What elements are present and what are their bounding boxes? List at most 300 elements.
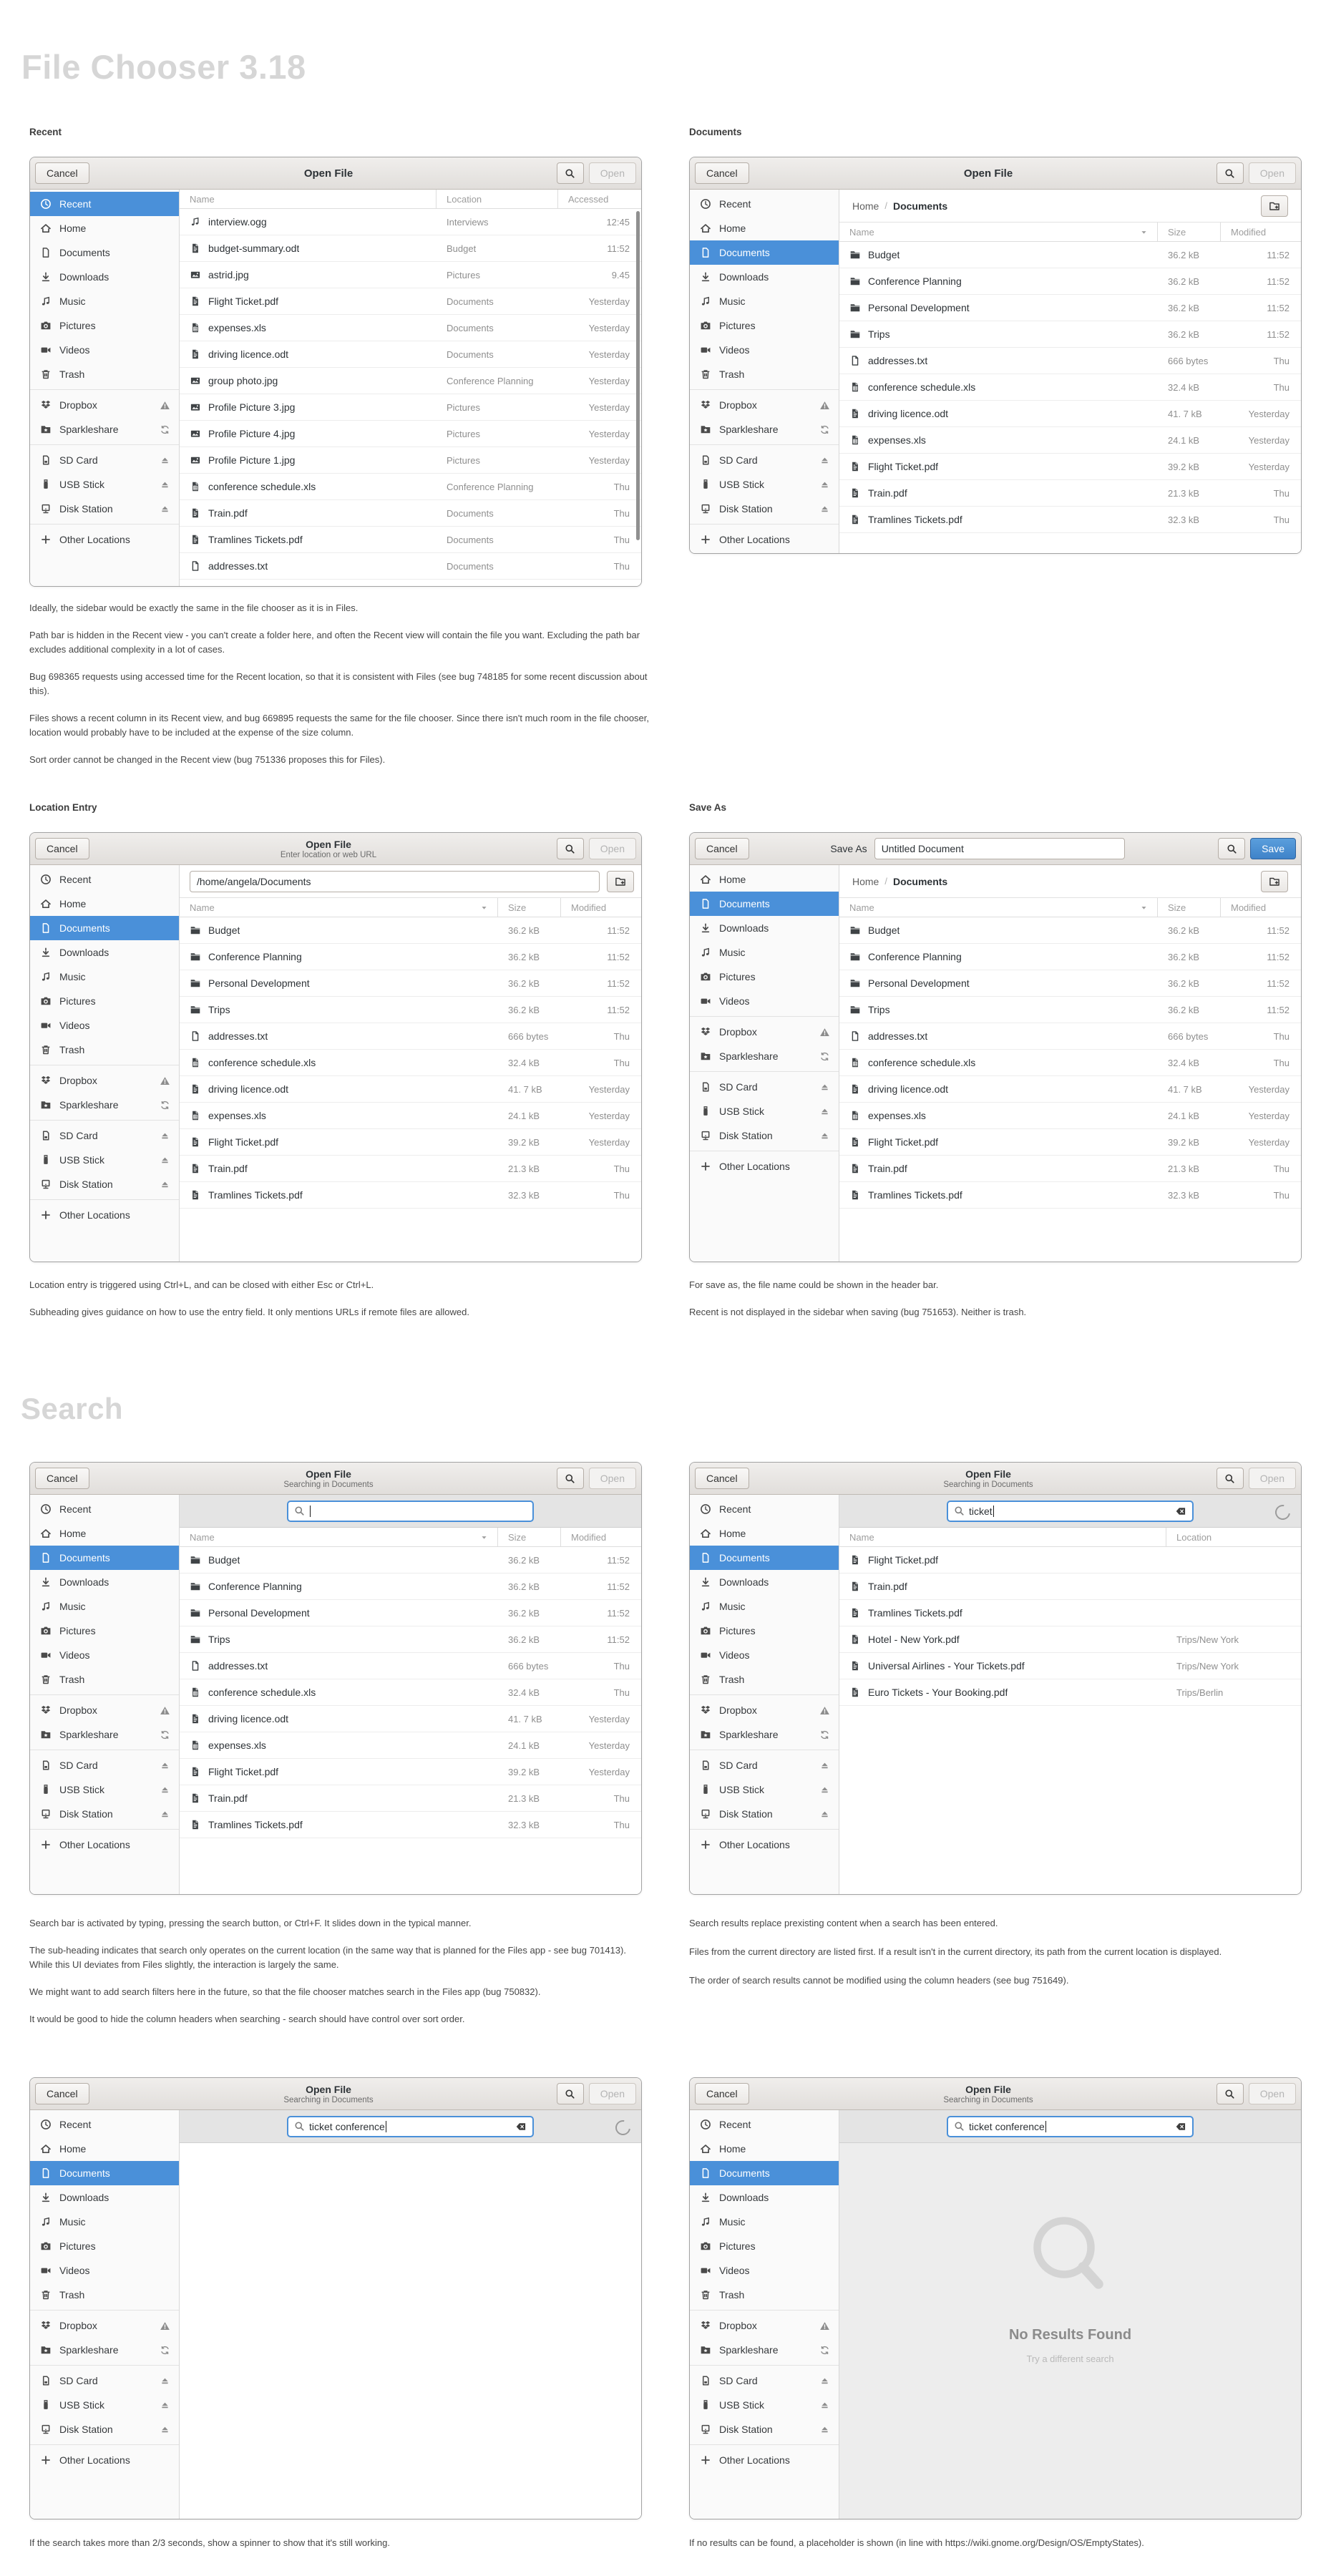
sidebar-item-disk-station[interactable] — [30, 1172, 179, 1196]
file-name: Trips — [868, 1004, 890, 1015]
file-row[interactable] — [839, 295, 1301, 321]
open-button[interactable]: Open — [589, 838, 636, 859]
file-row[interactable] — [180, 1103, 641, 1129]
sidebar-item-music[interactable] — [690, 1594, 839, 1619]
file-row[interactable] — [180, 1023, 641, 1050]
sidebar-item-pictures[interactable] — [30, 989, 179, 1013]
path-segment-home[interactable]: Home — [852, 875, 879, 887]
sidebar-item-recent[interactable] — [30, 1497, 179, 1521]
sidebar-item-pictures[interactable] — [30, 313, 179, 338]
sidebar-item-sd-card[interactable] — [30, 1123, 179, 1148]
usb-icon — [40, 479, 52, 490]
sidebar-separator — [30, 1829, 179, 1830]
trash-icon — [700, 369, 711, 380]
search-input[interactable] — [287, 2116, 534, 2137]
save-button[interactable]: Save — [1250, 838, 1296, 859]
column-header-name[interactable] — [180, 898, 498, 917]
file-modified: 11:52 — [1267, 924, 1289, 936]
header-title-block — [783, 157, 1194, 189]
file-row[interactable] — [839, 268, 1301, 295]
file-name: driving licence.odt — [208, 348, 289, 360]
file-row[interactable] — [180, 447, 641, 474]
file-row[interactable] — [180, 1547, 641, 1574]
sidebar-item-usb-stick[interactable] — [30, 2393, 179, 2417]
sidebar-item-label: USB Stick — [719, 479, 765, 490]
open-button[interactable]: Open — [589, 1468, 636, 1489]
search-toggle-button[interactable] — [557, 2083, 584, 2104]
sidebar-item-usb-stick[interactable] — [30, 1148, 179, 1172]
sidebar-item-disk-station[interactable] — [30, 497, 179, 521]
file-row[interactable] — [839, 1023, 1301, 1050]
dialog-location-entry — [29, 832, 642, 1262]
file-text-icon — [849, 1163, 861, 1174]
sidebar-item-documents[interactable] — [690, 1546, 839, 1570]
sidebar-item-videos[interactable] — [690, 2258, 839, 2283]
dialog-subtitle: Searching in Documents — [283, 2095, 374, 2104]
search-input[interactable] — [287, 1501, 534, 1522]
sidebar-item-disk-station[interactable] — [690, 1802, 839, 1826]
sidebar-item-dropbox[interactable] — [690, 1698, 839, 1722]
sidebar-item-other-locations[interactable] — [690, 1154, 839, 1179]
sidebar-item-trash[interactable] — [690, 362, 839, 386]
column-header-name[interactable] — [180, 1528, 498, 1546]
cancel-button[interactable]: Cancel — [695, 1468, 749, 1489]
sidebar-item-pictures[interactable] — [690, 313, 839, 338]
file-location: Pictures — [447, 269, 480, 280]
section-label-save-as: Save As — [689, 802, 727, 813]
search-input[interactable] — [947, 2116, 1194, 2137]
sidebar-item-sd-card[interactable] — [30, 1753, 179, 1777]
sidebar-item-downloads[interactable] — [30, 2185, 179, 2210]
video-icon — [40, 1020, 52, 1031]
sidebar-item-sd-card[interactable] — [690, 1075, 839, 1099]
new-folder-button[interactable] — [1261, 195, 1288, 217]
sidebar-item-downloads[interactable] — [690, 916, 839, 940]
file-pane — [180, 1495, 641, 1894]
file-size: 41. 7 kB — [508, 1713, 542, 1724]
column-header-modified[interactable] — [561, 898, 641, 917]
plus-icon — [700, 1161, 711, 1172]
sidebar-item-label: Documents — [719, 898, 770, 909]
file-row[interactable] — [839, 1156, 1301, 1182]
sidebar-item-sd-card[interactable] — [690, 2368, 839, 2393]
sidebar-item-trash[interactable] — [690, 1667, 839, 1692]
open-button[interactable]: Open — [589, 162, 636, 184]
sidebar-item-recent[interactable] — [690, 192, 839, 216]
sidebar-item-home[interactable] — [30, 892, 179, 916]
sidebar-item-disk-station[interactable] — [690, 497, 839, 521]
file-row[interactable] — [180, 1182, 641, 1209]
sidebar-item-documents[interactable] — [30, 916, 179, 940]
eject-icon — [160, 1785, 170, 1795]
sidebar-item-documents[interactable] — [30, 240, 179, 265]
sidebar-item-home[interactable] — [690, 2137, 839, 2161]
file-modified: Thu — [1273, 1189, 1289, 1201]
file-row[interactable] — [180, 944, 641, 970]
file-row[interactable] — [839, 348, 1301, 374]
file-row[interactable] — [839, 944, 1301, 970]
file-row[interactable] — [180, 1129, 641, 1156]
sidebar-item-sd-card[interactable] — [30, 448, 179, 472]
file-row[interactable] — [839, 1076, 1301, 1103]
sidebar-item-home[interactable] — [690, 1521, 839, 1546]
folder-star-icon — [40, 424, 52, 435]
sidebar-separator — [30, 1199, 179, 1200]
column-header-accessed[interactable] — [558, 190, 641, 208]
sidebar-item-sparkleshare[interactable] — [30, 2338, 179, 2362]
section-label-documents: Documents — [689, 127, 742, 137]
sidebar-item-videos[interactable] — [30, 1643, 179, 1667]
sidebar-item-videos[interactable] — [30, 1013, 179, 1038]
sidebar-item-downloads[interactable] — [30, 1570, 179, 1594]
file-modified: Yesterday — [588, 1713, 630, 1724]
sidebar-item-trash[interactable] — [30, 1038, 179, 1062]
sidebar-item-disk-station[interactable] — [30, 2417, 179, 2441]
sidebar-item-music[interactable] — [690, 2210, 839, 2234]
filename-input[interactable]: Untitled Document — [874, 838, 1125, 859]
sidebar-item-recent[interactable] — [30, 867, 179, 892]
file-row[interactable] — [180, 970, 641, 997]
search-toggle-button[interactable] — [557, 838, 584, 859]
open-button[interactable]: Open — [589, 2083, 636, 2104]
sidebar-item-music[interactable] — [690, 940, 839, 965]
sidebar-item-disk-station[interactable] — [690, 1123, 839, 1148]
sidebar-item-usb-stick[interactable] — [690, 1777, 839, 1802]
sidebar-item-dropbox[interactable] — [30, 2313, 179, 2338]
caption-line: The sub-heading indicates that search only operates on the current location (in the same way that is planned for the Files app - see bug 701413). While this UI deviates from Files slightly, the interaction is largely the same. — [29, 1945, 626, 1970]
sidebar-item-dropbox[interactable] — [690, 2313, 839, 2338]
file-row[interactable] — [839, 1653, 1301, 1679]
file-row[interactable] — [839, 1679, 1301, 1706]
sidebar-item-trash[interactable] — [30, 2283, 179, 2307]
file-row[interactable] — [839, 427, 1301, 454]
folder-icon — [190, 1634, 201, 1645]
sidebar-item-other-locations[interactable] — [30, 1833, 179, 1857]
sidebar-item-music[interactable] — [690, 289, 839, 313]
sidebar-item-documents[interactable] — [30, 2161, 179, 2185]
file-row[interactable] — [839, 1600, 1301, 1626]
file-row[interactable] — [180, 500, 641, 527]
caption-line: Recent is not displayed in the sidebar when saving (bug 751653). Neither is trash. — [689, 1307, 1027, 1317]
file-row[interactable] — [180, 1600, 641, 1626]
sidebar-item-downloads[interactable] — [690, 2185, 839, 2210]
cancel-button[interactable]: Cancel — [35, 162, 89, 184]
sidebar-item-downloads[interactable] — [30, 265, 179, 289]
sidebar-item-other-locations[interactable] — [690, 2448, 839, 2472]
file-row[interactable] — [180, 368, 641, 394]
new-folder-button[interactable] — [607, 871, 634, 892]
sidebar-item-music[interactable] — [30, 965, 179, 989]
sidebar-item-trash[interactable] — [30, 362, 179, 386]
file-text-icon — [190, 1766, 201, 1777]
sidebar-separator — [30, 2365, 179, 2366]
search-toggle-button[interactable] — [557, 162, 584, 184]
file-row[interactable] — [180, 262, 641, 288]
folder-star-icon — [40, 1729, 52, 1740]
empty-search-icon — [1017, 2209, 1124, 2307]
file-row[interactable] — [180, 1050, 641, 1076]
headerbar — [690, 157, 1301, 190]
document-icon — [40, 922, 52, 934]
sidebar-item-usb-stick[interactable] — [30, 472, 179, 497]
file-row[interactable] — [180, 1653, 641, 1679]
eject-icon — [819, 2400, 830, 2411]
sidebar-item-label: Music — [59, 296, 86, 307]
sidebar-item-sparkleshare[interactable] — [30, 1722, 179, 1747]
file-row[interactable] — [180, 1626, 641, 1653]
cancel-button[interactable]: Cancel — [695, 838, 749, 859]
file-row[interactable] — [180, 917, 641, 944]
plus-icon — [40, 1839, 52, 1850]
sidebar-item-recent[interactable] — [690, 1497, 839, 1521]
path-segment-documents[interactable]: Documents — [892, 200, 948, 212]
file-row[interactable] — [839, 242, 1301, 268]
file-row[interactable] — [839, 917, 1301, 944]
path-segment-documents[interactable]: Documents — [892, 875, 948, 887]
sidebar-item-disk-station[interactable] — [690, 2417, 839, 2441]
file-row[interactable] — [180, 288, 641, 315]
sidebar-item-other-locations[interactable] — [690, 527, 839, 552]
file-row[interactable] — [180, 235, 641, 262]
folder-new-icon — [615, 876, 626, 887]
sidebar-item-pictures[interactable] — [690, 965, 839, 989]
column-header-size[interactable] — [1158, 223, 1221, 241]
music-icon — [40, 296, 52, 307]
dropbox-icon — [700, 399, 711, 411]
clock-icon — [700, 1503, 711, 1515]
file-row[interactable] — [839, 1103, 1301, 1129]
clear-search-icon[interactable] — [515, 2121, 527, 2132]
search-toggle-button[interactable] — [1217, 1468, 1244, 1489]
open-button[interactable]: Open — [1249, 162, 1296, 184]
file-row[interactable] — [180, 315, 641, 341]
file-name: expenses.xls — [208, 1110, 266, 1121]
file-row[interactable] — [180, 394, 641, 421]
sidebar-item-usb-stick[interactable] — [30, 1777, 179, 1802]
sidebar-item-sparkleshare[interactable] — [690, 2338, 839, 2362]
folder-new-icon — [1269, 876, 1280, 887]
sidebar-item-music[interactable] — [30, 289, 179, 313]
column-header-name[interactable] — [839, 898, 1158, 917]
column-header-modified[interactable] — [561, 1528, 641, 1546]
sidebar-item-home[interactable] — [30, 1521, 179, 1546]
header-title-block — [783, 1463, 1194, 1494]
sidebar-item-usb-stick[interactable] — [690, 472, 839, 497]
home-icon — [40, 1528, 52, 1539]
sidebar-item-recent[interactable] — [690, 2112, 839, 2137]
sidebar-item-sparkleshare[interactable] — [690, 1722, 839, 1747]
file-row[interactable] — [839, 997, 1301, 1023]
save-as-header-group — [761, 833, 1194, 864]
sidebar-item-music[interactable] — [30, 2210, 179, 2234]
sidebar-item-videos[interactable] — [30, 338, 179, 362]
sidebar-item-videos[interactable] — [690, 1643, 839, 1667]
open-button[interactable]: Open — [1249, 1468, 1296, 1489]
sidebar-item-sd-card[interactable] — [690, 448, 839, 472]
sidebar-item-videos[interactable] — [690, 989, 839, 1013]
sidebar-item-pictures[interactable] — [690, 1619, 839, 1643]
file-row[interactable] — [180, 1156, 641, 1182]
sidebar-item-trash[interactable] — [30, 1667, 179, 1692]
sidebar-item-pictures[interactable] — [30, 2234, 179, 2258]
column-header-modified[interactable] — [1221, 898, 1301, 917]
sidebar-item-other-locations[interactable] — [30, 527, 179, 552]
cancel-button[interactable]: Cancel — [35, 2083, 89, 2104]
sidebar-item-dropbox[interactable] — [690, 1020, 839, 1044]
file-row[interactable] — [839, 970, 1301, 997]
sidebar-item-dropbox[interactable] — [690, 393, 839, 417]
sidebar-item-documents[interactable] — [690, 240, 839, 265]
sidebar-item-downloads[interactable] — [690, 1570, 839, 1594]
file-row[interactable] — [180, 1679, 641, 1706]
sidebar-item-sd-card[interactable] — [30, 2368, 179, 2393]
sidebar-item-videos[interactable] — [690, 338, 839, 362]
disk-icon — [40, 2424, 52, 2435]
file-row[interactable] — [839, 1626, 1301, 1653]
document-icon — [700, 2167, 711, 2179]
file-row[interactable] — [180, 1732, 641, 1759]
cancel-button[interactable]: Cancel — [35, 1468, 89, 1489]
sidebar-item-documents[interactable] — [30, 1546, 179, 1570]
file-size: 21.3 kB — [1168, 487, 1200, 499]
file-row[interactable] — [180, 1759, 641, 1785]
file-size: 39.2 kB — [1168, 1136, 1200, 1148]
sidebar-item-dropbox[interactable] — [30, 393, 179, 417]
sidebar-item-sparkleshare[interactable] — [30, 1093, 179, 1117]
sidebar-item-label: Documents — [719, 247, 770, 258]
sidebar-item-dropbox[interactable] — [30, 1068, 179, 1093]
new-folder-button[interactable] — [1261, 871, 1288, 892]
sidebar-item-sparkleshare[interactable] — [690, 417, 839, 441]
sidebar-item-sparkleshare[interactable] — [30, 417, 179, 441]
cancel-button[interactable]: Cancel — [695, 162, 749, 184]
usb-icon — [40, 1154, 52, 1166]
clear-search-icon[interactable] — [1175, 2121, 1186, 2132]
file-row[interactable] — [839, 1574, 1301, 1600]
search-toggle-button[interactable] — [1217, 2083, 1244, 2104]
search-toggle-button[interactable] — [557, 1468, 584, 1489]
file-row[interactable] — [180, 209, 641, 235]
column-header-size[interactable] — [498, 898, 561, 917]
warning-icon — [160, 1075, 170, 1086]
sidebar-item-home[interactable] — [30, 2137, 179, 2161]
sidebar-item-downloads[interactable] — [690, 265, 839, 289]
search-input[interactable] — [947, 1501, 1194, 1522]
file-row[interactable] — [839, 401, 1301, 427]
sidebar-item-recent[interactable] — [30, 2112, 179, 2137]
eject-icon — [819, 479, 830, 490]
file-row[interactable] — [180, 1812, 641, 1838]
file-row[interactable] — [839, 1050, 1301, 1076]
column-header-name[interactable] — [839, 223, 1158, 241]
file-row[interactable] — [839, 374, 1301, 401]
file-row[interactable] — [180, 474, 641, 500]
file-row[interactable] — [180, 1785, 641, 1812]
sidebar-item-usb-stick[interactable] — [690, 1099, 839, 1123]
column-header-name[interactable] — [839, 1528, 1166, 1546]
file-row[interactable] — [180, 341, 641, 368]
file-row[interactable] — [180, 421, 641, 447]
sidebar-item-music[interactable] — [30, 1594, 179, 1619]
sidebar-item-pictures[interactable] — [690, 2234, 839, 2258]
column-header-location[interactable] — [437, 190, 558, 208]
file-name: expenses.xls — [208, 322, 266, 333]
caption-line: Subheading gives guidance on how to use the entry field. It only mentions URLs if remote files are allowed. — [29, 1307, 469, 1317]
sidebar-item-home[interactable] — [690, 216, 839, 240]
downloads-icon — [700, 271, 711, 283]
column-headers — [839, 898, 1301, 917]
open-button[interactable]: Open — [1249, 2083, 1296, 2104]
file-row[interactable] — [839, 507, 1301, 533]
sidebar-item-other-locations[interactable] — [30, 1203, 179, 1227]
file-row[interactable] — [839, 480, 1301, 507]
vertical-scrollbar[interactable] — [636, 211, 640, 540]
search-toggle-button[interactable] — [1217, 162, 1244, 184]
folder-star-icon — [40, 2344, 52, 2356]
sd-card-icon — [700, 2375, 711, 2386]
sidebar-item-documents[interactable] — [690, 892, 839, 916]
sidebar-item-disk-station[interactable] — [30, 1802, 179, 1826]
sidebar-item-dropbox[interactable] — [30, 1698, 179, 1722]
file-row[interactable] — [839, 454, 1301, 480]
column-header-location[interactable] — [1166, 1528, 1301, 1546]
sidebar-item-trash[interactable] — [690, 2283, 839, 2307]
path-segment-home[interactable]: Home — [852, 200, 879, 212]
file-row[interactable] — [180, 1076, 641, 1103]
column-header-size[interactable] — [498, 1528, 561, 1546]
sidebar-separator — [690, 444, 839, 445]
file-row[interactable] — [180, 1574, 641, 1600]
sidebar-item-label: Pictures — [59, 1625, 96, 1636]
sidebar-item-sparkleshare[interactable] — [690, 1044, 839, 1068]
file-row[interactable] — [839, 321, 1301, 348]
clear-search-icon[interactable] — [1175, 1506, 1186, 1517]
column-header-size[interactable] — [1158, 898, 1221, 917]
file-list — [180, 1547, 641, 1894]
sidebar-item-videos[interactable] — [30, 2258, 179, 2283]
file-row[interactable] — [180, 1706, 641, 1732]
location-input[interactable]: /home/angela/Documents — [190, 871, 600, 892]
sidebar-item-usb-stick[interactable] — [690, 2393, 839, 2417]
file-name: Tramlines Tickets.pdf — [208, 1189, 303, 1201]
sidebar-item-documents[interactable] — [690, 2161, 839, 2185]
cancel-button[interactable]: Cancel — [695, 2083, 749, 2104]
file-row[interactable] — [180, 553, 641, 580]
sidebar-item-other-locations[interactable] — [30, 2448, 179, 2472]
file-row[interactable] — [839, 1547, 1301, 1574]
column-header-modified[interactable] — [1221, 223, 1301, 241]
sidebar-item-pictures[interactable] — [30, 1619, 179, 1643]
sd-card-icon — [40, 2375, 52, 2386]
sidebar-item-sd-card[interactable] — [690, 1753, 839, 1777]
file-row[interactable] — [839, 1182, 1301, 1209]
search-toggle-button[interactable] — [1218, 838, 1245, 859]
sidebar-item-home[interactable] — [690, 867, 839, 892]
downloads-icon — [40, 271, 52, 283]
file-audio-icon — [190, 216, 201, 228]
folder-icon — [190, 924, 201, 936]
file-name: Conference Planning — [208, 1581, 302, 1592]
file-row[interactable] — [180, 527, 641, 553]
sidebar-item-other-locations[interactable] — [690, 1833, 839, 1857]
cancel-button[interactable]: Cancel — [35, 838, 89, 859]
file-row[interactable] — [180, 997, 641, 1023]
sidebar-item-recent[interactable] — [30, 192, 179, 216]
column-header-name[interactable] — [180, 190, 437, 208]
sidebar-item-home[interactable] — [30, 216, 179, 240]
sidebar-item-downloads[interactable] — [30, 940, 179, 965]
file-row[interactable] — [839, 1129, 1301, 1156]
